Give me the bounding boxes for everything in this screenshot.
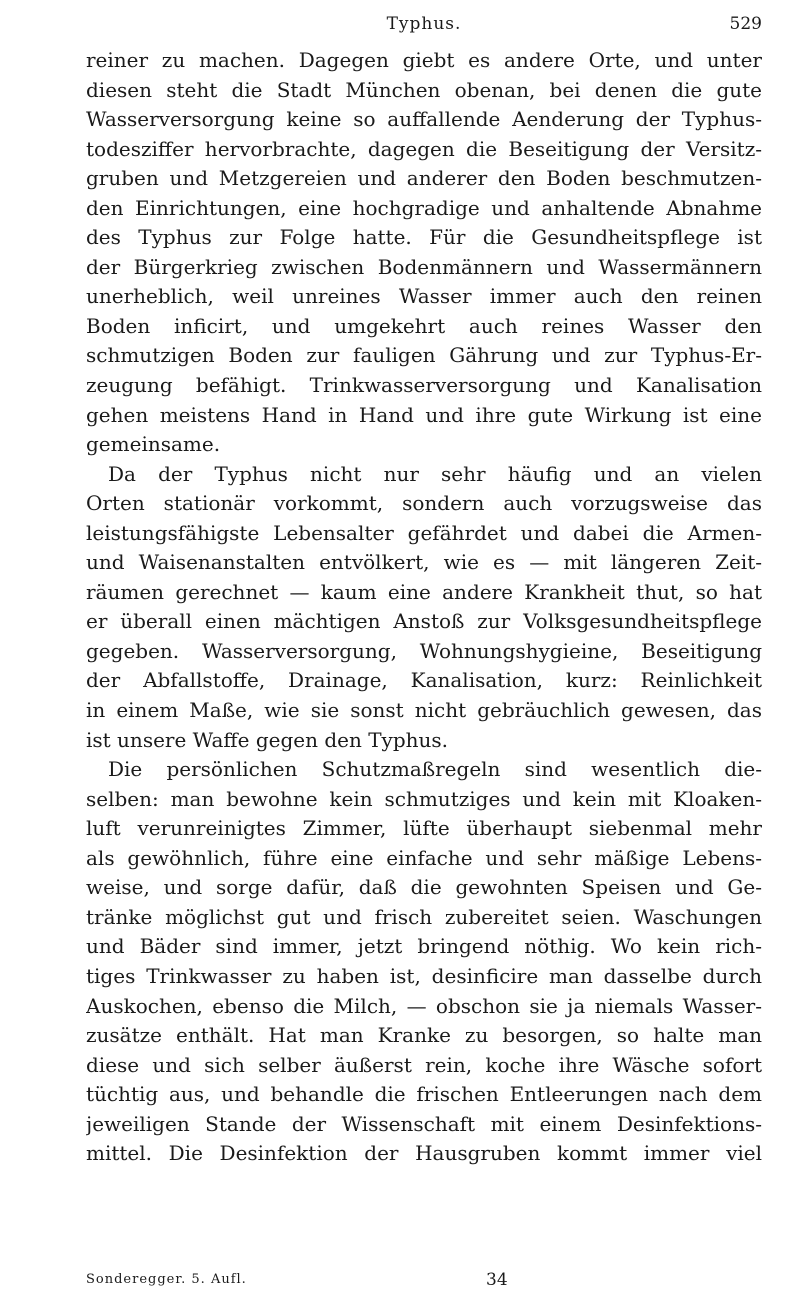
text-line: und Waisenanstalten entvölkert, wie es — mit längeren Zeit- <box>86 550 762 575</box>
text-line: gemeinsame. <box>86 432 221 457</box>
text-line: gruben und Metzgereien und anderer den Boden beschmutzen- <box>86 166 762 191</box>
text-line: tränke möglichst gut und frisch zubereitet seien. Waschungen <box>86 904 762 929</box>
text-line: räumen gerechnet — kaum eine andere Krankheit thut, so hat <box>86 579 762 604</box>
text-line: reiner zu machen. Dagegen giebt es andere Orte, und unter <box>86 48 762 72</box>
text-line: und Bäder sind immer, jetzt bringend nöthig. Wo kein rich- <box>86 934 762 959</box>
text-line: Auskochen, ebenso die Milch, — obschon sie ja niemals Wasser- <box>86 993 762 1018</box>
text-line: gegeben. Wasserversorgung, Wohnungshygieine, Beseitigung <box>86 638 762 663</box>
text-line: Orten stationär vorkommt, sondern auch vorzugsweise das <box>86 491 762 516</box>
page-footer <box>86 1272 762 1294</box>
sheet-number: 34 <box>486 1270 508 1290</box>
text-line: des Typhus zur Folge hatte. Für die Gesundheitspflege ist <box>86 225 762 250</box>
text-line: in einem Maße, wie sie sonst nicht gebräuchlich gewesen, das <box>86 698 762 723</box>
text-line: der Abfallstoffe, Drainage, Kanalisation, kurz: Reinlichkeit <box>86 668 762 693</box>
body-text <box>86 46 762 1169</box>
text-line: schmutzigen Boden zur fauligen Gährung und zur Typhus-Er- <box>86 343 762 368</box>
running-head <box>86 14 762 40</box>
page-number: 529 <box>729 14 762 34</box>
running-title: Typhus. <box>386 14 462 34</box>
text-line: zusätze enthält. Hat man Kranke zu besorgen, so halte man <box>86 1023 762 1048</box>
text-line: diesen steht die Stadt München obenan, bei denen die gute <box>86 77 762 102</box>
text-line: tiges Trinkwasser zu haben ist, desinficire man dasselbe durch <box>86 963 762 988</box>
text-line: todesziffer hervorbrachte, dagegen die Beseitigung der Versitz- <box>86 136 762 161</box>
printer-signature: Sonderegger. 5. Aufl. <box>86 1272 247 1287</box>
text-line: als gewöhnlich, führe eine einfache und sehr mäßige Lebens- <box>86 845 762 870</box>
text-line: ist unsere Waffe gegen den Typhus. <box>86 727 449 752</box>
text-line: tüchtig aus, und behandle die frischen Entleerungen nach dem <box>86 1082 762 1107</box>
text-line: diese und sich selber äußerst rein, koche ihre Wäsche sofort <box>86 1052 762 1077</box>
text-line: er überall einen mächtigen Anstoß zur Volksgesundheitspflege <box>86 609 762 634</box>
text-line: jeweiligen Stande der Wissenschaft mit einem Desinfektions- <box>86 1111 762 1136</box>
text-line: leistungsfähigste Lebensalter gefährdet und dabei die Armen- <box>86 520 762 545</box>
paragraph-start-line: Die persönlichen Schutzmaßregeln sind wesentlich die- <box>108 757 762 782</box>
text-line: luft verunreinigtes Zimmer, lüfte überhaupt siebenmal mehr <box>86 816 762 841</box>
text-line: den Einrichtungen, eine hochgradige und anhaltende Abnahme <box>86 195 762 220</box>
text-line: gehen meistens Hand in Hand und ihre gute Wirkung ist eine <box>86 402 762 427</box>
text-line: der Bürgerkrieg zwischen Bodenmännern und Wassermännern <box>86 254 762 279</box>
text-line: mittel. Die Desinfektion der Hausgruben kommt immer viel <box>86 1141 762 1166</box>
text-line: unerheblich, weil unreines Wasser immer auch den reinen <box>86 284 762 309</box>
paragraph-start-line: Da der Typhus nicht nur sehr häufig und an vielen <box>108 461 762 486</box>
text-line: Boden inficirt, und umgekehrt auch reines Wasser den <box>86 313 762 338</box>
text-line: Wasserversorgung keine so auffallende Aenderung der Typhus- <box>86 107 762 132</box>
text-line: zeugung befähigt. Trinkwasserversorgung und Kanalisation <box>86 373 762 398</box>
text-line: weise, und sorge dafür, daß die gewohnten Speisen und Ge- <box>86 875 762 900</box>
text-line: selben: man bewohne kein schmutziges und kein mit Kloaken- <box>86 786 762 811</box>
